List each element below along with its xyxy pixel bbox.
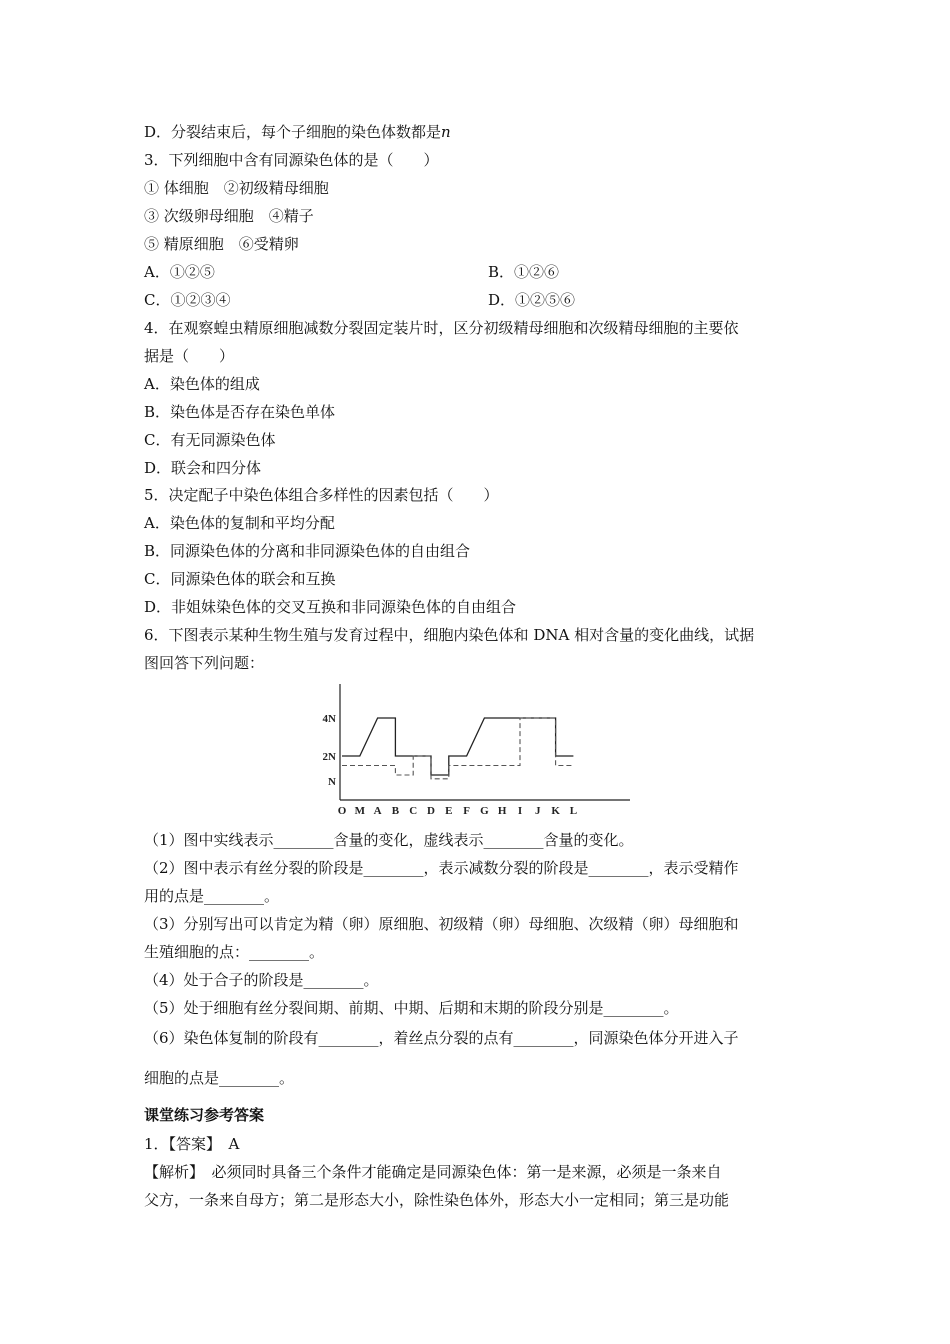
q5-option-b: B．同源染色体的分离和非同源染色体的自由组合 bbox=[144, 542, 471, 560]
x-tick-label-G: G bbox=[480, 805, 489, 816]
x-tick-label-B: B bbox=[391, 805, 400, 816]
q2-option-d-n: n bbox=[441, 123, 451, 141]
y-tick-label-4N: 4N bbox=[322, 713, 336, 725]
x-tick-label-F: F bbox=[463, 805, 470, 816]
q5-option-c: C．同源染色体的联会和互换 bbox=[144, 570, 336, 588]
q3-items-2: ③ 次级卵母细胞 ④精子 bbox=[144, 207, 314, 225]
x-tick-label-C: C bbox=[409, 805, 418, 816]
q5-option-d: D．非姐妹染色体的交叉互换和非同源染色体的自由组合 bbox=[144, 598, 517, 616]
chromosome-dna-chart bbox=[300, 680, 640, 816]
x-tick-label-J: J bbox=[535, 805, 541, 816]
answer-1: 1．【答案】 A bbox=[144, 1135, 240, 1153]
q4-option-c: C．有无同源染色体 bbox=[144, 431, 276, 449]
dashed-series-line bbox=[342, 718, 573, 779]
q6-sub3-line2: 生殖细胞的点：________。 bbox=[144, 943, 325, 961]
q5-stem: 5．决定配子中染色体组合多样性的因素包括（ ） bbox=[144, 486, 499, 504]
q4-stem-line2: 据是（ ） bbox=[144, 347, 235, 365]
q5-option-a: A．染色体的复制和平均分配 bbox=[144, 514, 335, 532]
answers-heading: 课堂练习参考答案 bbox=[144, 1106, 265, 1124]
x-tick-label-K: K bbox=[551, 805, 560, 816]
x-tick-label-H: H bbox=[497, 805, 507, 816]
x-tick-label-I: I bbox=[517, 805, 523, 816]
q3-stem: 3．下列细胞中含有同源染色体的是（ ） bbox=[144, 151, 439, 169]
q6-sub1: （1）图中实线表示________含量的变化，虚线表示________含量的变化。 bbox=[144, 831, 634, 849]
q6-sub2-line1: （2）图中表示有丝分裂的阶段是________，表示减数分裂的阶段是________，表示受精作 bbox=[144, 859, 739, 877]
q3-items-3: ⑤ 精原细胞 ⑥受精卵 bbox=[144, 235, 299, 253]
q4-option-d: D．联会和四分体 bbox=[144, 459, 262, 477]
q6-sub4: （4）处于合子的阶段是________。 bbox=[144, 971, 379, 989]
y-tick-label-2N: 2N bbox=[322, 751, 336, 763]
q4-stem-line1: 4．在观察蝗虫精原细胞减数分裂固定装片时，区分初级精母细胞和次级精母细胞的主要依 bbox=[144, 319, 739, 337]
q3-option-d: D．①②⑤⑥ bbox=[488, 291, 576, 309]
x-tick-label-E: E bbox=[445, 805, 453, 816]
q6-sub5: （5）处于细胞有丝分裂间期、前期、中期、后期和末期的阶段分别是________。 bbox=[144, 999, 679, 1017]
explanation-line2: 父方，一条来自母方；第二是形态大小，除性染色体外，形态大小一定相同；第三是功能 bbox=[144, 1191, 730, 1209]
x-tick-label-O: O bbox=[337, 805, 347, 816]
y-tick-label-N: N bbox=[328, 776, 336, 788]
q4-option-b: B．染色体是否存在染色单体 bbox=[144, 403, 336, 421]
q2-option-d bbox=[144, 122, 451, 142]
q6-sub6-line1: （6）染色体复制的阶段有________，着丝点分裂的点有________，同源染色体分开进入子 bbox=[144, 1029, 739, 1047]
q3-items-1: ① 体细胞 ②初级精母细胞 bbox=[144, 179, 329, 197]
x-tick-label-M: M bbox=[354, 805, 365, 816]
q6-stem-line2: 图回答下列问题： bbox=[144, 654, 265, 672]
explanation-line1: 【解析】 必须同时具备三个条件才能确定是同源染色体：第一是来源，必须是一条来自 bbox=[144, 1163, 722, 1181]
q3-option-a: A．①②⑤ bbox=[144, 263, 215, 281]
q3-option-b: B．①②⑥ bbox=[488, 263, 560, 281]
q4-option-a: A．染色体的组成 bbox=[144, 375, 260, 393]
q3-option-c: C．①②③④ bbox=[144, 291, 231, 309]
q6-sub6-line2: 细胞的点是________。 bbox=[144, 1069, 295, 1087]
solid-series-line bbox=[342, 718, 573, 775]
x-tick-label-L: L bbox=[569, 805, 578, 816]
x-tick-label-A: A bbox=[373, 805, 382, 816]
q2-option-d-text: D．分裂结束后，每个子细胞的染色体数都是 bbox=[144, 123, 442, 141]
x-tick-label-D: D bbox=[427, 805, 435, 816]
q6-sub2-line2: 用的点是________。 bbox=[144, 887, 280, 905]
q6-sub3-line1: （3）分别写出可以肯定为精（卵）原细胞、初级精（卵）母细胞、次级精（卵）母细胞和 bbox=[144, 915, 739, 933]
q6-stem-line1: 6．下图表示某种生物生殖与发育过程中，细胞内染色体和 DNA 相对含量的变化曲线，试据 bbox=[144, 626, 755, 644]
